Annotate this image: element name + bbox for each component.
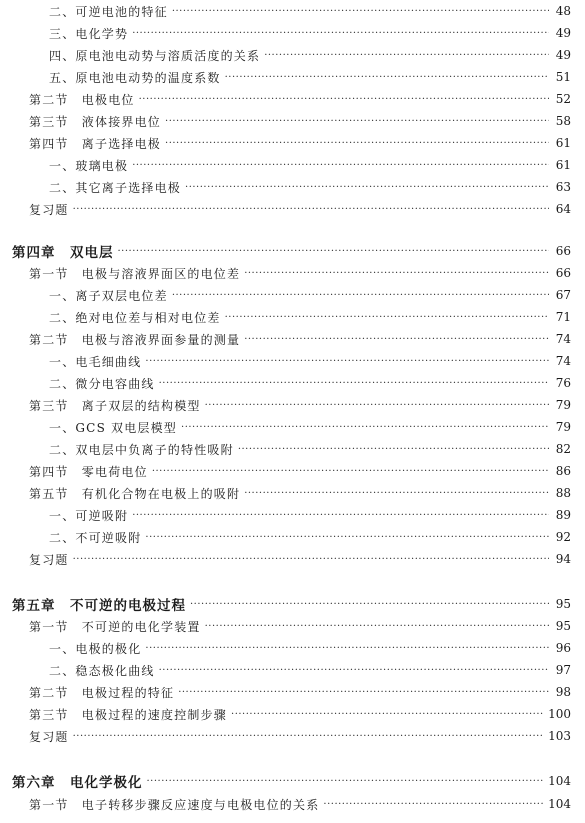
entry-title: 第一节 电子转移步骤反应速度与电极电位的关系: [29, 797, 320, 812]
dot-leader: [225, 312, 549, 323]
page-number: 94: [555, 552, 571, 566]
page-number: 61: [555, 158, 571, 172]
entry-title: 一、GCS 双电层模型: [49, 420, 178, 435]
toc-entry: [0, 526, 585, 548]
toc-entry: [0, 438, 585, 460]
page-number: 89: [555, 508, 571, 522]
toc-entry: [0, 703, 585, 725]
toc-entry: [0, 154, 585, 176]
entry-title: 第一节 电极与溶液界面区的电位差: [29, 266, 241, 281]
entry-title: 二、绝对电位差与相对电位差: [49, 310, 221, 325]
page-number: 63: [555, 180, 571, 194]
page-number: 58: [555, 114, 571, 128]
toc-entry: [0, 681, 585, 703]
entry-title: 二、稳态极化曲线: [49, 663, 155, 678]
entry-title: 第二节 电极电位: [29, 92, 135, 107]
entry-title: 一、离子双层电位差: [49, 288, 168, 303]
dot-leader: [152, 466, 549, 477]
page-number: 66: [555, 266, 571, 280]
page-number: 49: [555, 48, 571, 62]
dot-leader: [244, 334, 549, 345]
toc-entry: [0, 284, 585, 306]
toc-entry: [0, 262, 585, 284]
dot-leader: [190, 599, 549, 610]
dot-leader: [165, 116, 549, 127]
dot-leader: [178, 687, 549, 698]
entry-title: 二、双电层中负离子的特性吸附: [49, 442, 234, 457]
dot-leader: [165, 138, 549, 149]
page-number: 86: [555, 464, 571, 478]
dot-leader: [159, 378, 549, 389]
entry-title: 第三节 液体接界电位: [29, 114, 162, 129]
dot-leader: [147, 776, 545, 787]
dot-leader: [225, 72, 549, 83]
dot-leader: [145, 643, 549, 654]
dot-leader: [172, 6, 549, 17]
chapter-heading: [0, 593, 585, 615]
entry-title: 第四节 零电荷电位: [29, 464, 148, 479]
entry-title: 二、微分电容曲线: [49, 376, 155, 391]
dot-leader: [132, 28, 549, 39]
dot-leader: [132, 160, 549, 171]
toc-entry: [0, 306, 585, 328]
page-number: 76: [555, 376, 571, 390]
chapter-heading: [0, 770, 585, 792]
entry-title: 一、可逆吸附: [49, 508, 129, 523]
entry-title: 第四节 离子选择电极: [29, 136, 162, 151]
toc-entry: [0, 725, 585, 747]
toc-entry: [0, 548, 585, 570]
toc-entry: [0, 132, 585, 154]
dot-leader: [73, 554, 549, 565]
entry-title: 第四章 双电层: [12, 245, 114, 261]
page-number: 74: [555, 332, 571, 346]
page-number: 67: [555, 288, 571, 302]
toc-entry: [0, 416, 585, 438]
toc-entry: [0, 482, 585, 504]
page-number: 96: [555, 641, 571, 655]
toc-entry: [0, 66, 585, 88]
toc-entry: [0, 110, 585, 132]
entry-title: 二、不可逆吸附: [49, 530, 142, 545]
dot-leader: [132, 510, 549, 521]
page-number: 79: [555, 398, 571, 412]
toc-entry: [0, 793, 585, 815]
page-number: 100: [548, 707, 571, 721]
page-number: 82: [555, 442, 571, 456]
dot-leader: [181, 422, 549, 433]
entry-title: 复习题: [29, 202, 69, 217]
page-number: 74: [555, 354, 571, 368]
toc-entry: [0, 615, 585, 637]
toc-entry: [0, 176, 585, 198]
page-number: 51: [555, 70, 571, 84]
entry-title: 复习题: [29, 552, 69, 567]
toc-entry: [0, 504, 585, 526]
entry-title: 一、电毛细曲线: [49, 354, 142, 369]
page-number: 88: [555, 486, 571, 500]
dot-leader: [244, 268, 549, 279]
chapter-heading: [0, 240, 585, 262]
toc-entry: [0, 460, 585, 482]
entry-title: 第五节 有机化合物在电极上的吸附: [29, 486, 241, 501]
entry-title: 第三节 电极过程的速度控制步骤: [29, 707, 228, 722]
page-number: 92: [555, 530, 571, 544]
entry-title: 第五章 不可逆的电极过程: [12, 598, 186, 614]
toc-entry: [0, 198, 585, 220]
entry-title: 四、原电池电动势与溶质活度的关系: [49, 48, 261, 63]
page-number: 104: [548, 774, 571, 788]
page-number: 97: [555, 663, 571, 677]
entry-title: 二、可逆电池的特征: [49, 4, 168, 19]
page-number: 71: [555, 310, 571, 324]
entry-title: 一、电极的极化: [49, 641, 142, 656]
dot-leader: [118, 246, 550, 257]
toc-entry: [0, 350, 585, 372]
page-number: 49: [555, 26, 571, 40]
entry-title: 五、原电池电动势的温度系数: [49, 70, 221, 85]
toc-entry: [0, 394, 585, 416]
page-number: 79: [555, 420, 571, 434]
entry-title: 第六章 电化学极化: [12, 775, 143, 791]
page-number: 61: [555, 136, 571, 150]
dot-leader: [185, 182, 549, 193]
dot-leader: [244, 488, 549, 499]
page-number: 103: [548, 729, 571, 743]
dot-leader: [159, 665, 549, 676]
entry-title: 第一节 不可逆的电化学装置: [29, 619, 201, 634]
entry-title: 复习题: [29, 729, 69, 744]
dot-leader: [205, 400, 549, 411]
dot-leader: [238, 444, 549, 455]
dot-leader: [73, 731, 544, 742]
dot-leader: [172, 290, 549, 301]
page-number: 52: [555, 92, 571, 106]
entry-title: 第二节 电极过程的特征: [29, 685, 175, 700]
page-number: 95: [555, 597, 571, 611]
entry-title: 三、电化学势: [49, 26, 129, 41]
dot-leader: [73, 204, 549, 215]
page-number: 104: [548, 797, 571, 811]
toc-entry: [0, 44, 585, 66]
dot-leader: [205, 621, 549, 632]
dot-leader: [139, 94, 549, 105]
page-number: 48: [555, 4, 571, 18]
entry-title: 二、其它离子选择电极: [49, 180, 182, 195]
entry-title: 第三节 离子双层的结构模型: [29, 398, 201, 413]
toc-entry: [0, 637, 585, 659]
page-number: 98: [555, 685, 571, 699]
toc-entry: [0, 0, 585, 22]
dot-leader: [145, 532, 549, 543]
dot-leader: [231, 709, 544, 720]
entry-title: 一、玻璃电极: [49, 158, 129, 173]
page-number: 66: [555, 244, 571, 258]
entry-title: 第二节 电极与溶液界面参量的测量: [29, 332, 241, 347]
dot-leader: [145, 356, 549, 367]
page-number: 95: [555, 619, 571, 633]
toc-entry: [0, 372, 585, 394]
dot-leader: [323, 799, 544, 810]
toc-entry: [0, 22, 585, 44]
toc-entry: [0, 328, 585, 350]
toc-entry: [0, 659, 585, 681]
dot-leader: [264, 50, 549, 61]
page-number: 64: [555, 202, 571, 216]
toc-entry: [0, 88, 585, 110]
